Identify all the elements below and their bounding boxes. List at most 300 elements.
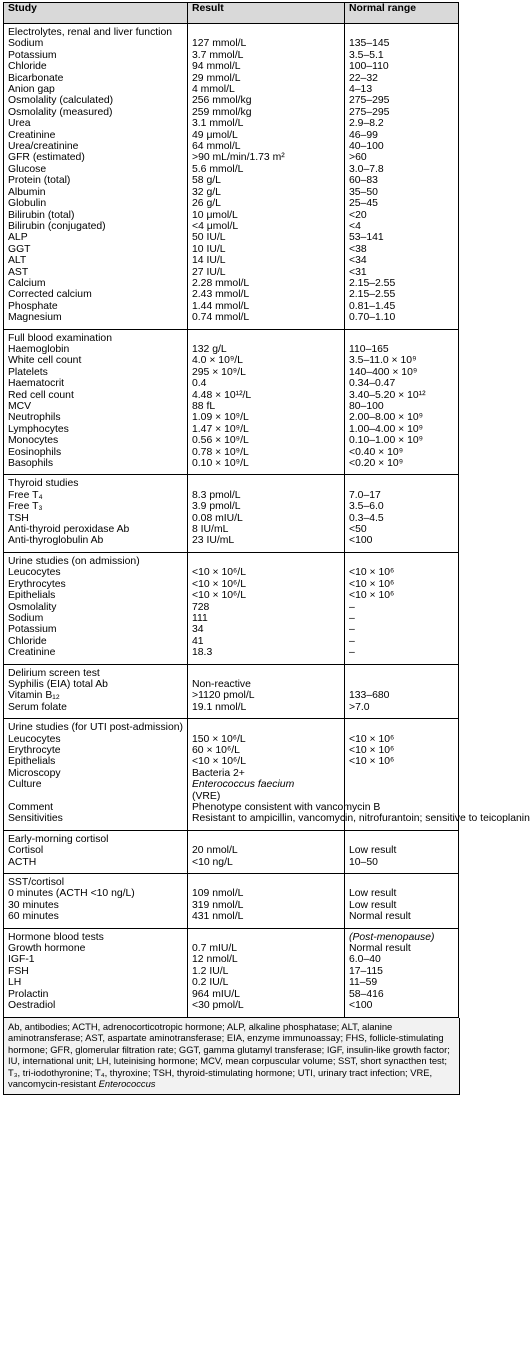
- test-result: 23 IU/mL: [188, 535, 345, 546]
- table-row: [4, 579, 459, 590]
- section-title: Thyroid studies: [4, 475, 188, 490]
- abbreviations-footnote: [3, 1018, 460, 1096]
- table-row: [4, 367, 459, 378]
- test-normal-range: 6.0–40: [345, 954, 459, 965]
- test-result: 259 mmol/kg: [188, 107, 345, 118]
- test-result: 295 × 10⁹/L: [188, 367, 345, 378]
- test-result: 8.3 pmol/L: [188, 490, 345, 501]
- table-row: [4, 289, 459, 300]
- test-normal-range: –: [345, 613, 459, 624]
- test-name: Leucocytes: [4, 567, 188, 578]
- table-row: [4, 490, 459, 501]
- test-name: Sodium: [4, 38, 188, 49]
- table-row: [4, 647, 459, 658]
- test-result: 964 mIU/L: [188, 989, 345, 1000]
- test-result: >90 mL/min/1.73 m²: [188, 152, 345, 163]
- table-row: [4, 911, 459, 922]
- table-row: [4, 524, 459, 535]
- test-result: 4.48 × 10¹²/L: [188, 390, 345, 401]
- test-result: 132 g/L: [188, 344, 345, 355]
- test-normal-range: –: [345, 647, 459, 658]
- test-normal-range: 46–99: [345, 130, 459, 141]
- test-normal-range: 275–295: [345, 95, 459, 106]
- section-heading-normal-cell: [345, 475, 459, 490]
- test-name: Osmolality (calculated): [4, 95, 188, 106]
- test-name: GFR (estimated): [4, 152, 188, 163]
- table-row: [4, 768, 459, 779]
- test-normal-range: <10 × 10⁶: [345, 745, 459, 756]
- test-result: 29 mmol/L: [188, 73, 345, 84]
- test-name: FSH: [4, 966, 188, 977]
- test-name: LH: [4, 977, 188, 988]
- test-normal-range: 22–32: [345, 73, 459, 84]
- test-name: Sodium: [4, 613, 188, 624]
- test-result: 1.09 × 10⁹/L: [188, 412, 345, 423]
- test-normal-range: 0.3–4.5: [345, 513, 459, 524]
- test-result: 60 × 10⁶/L: [188, 745, 345, 756]
- table-row: [4, 232, 459, 243]
- test-result: 5.6 mmol/L: [188, 164, 345, 175]
- test-name: Eosinophils: [4, 447, 188, 458]
- test-name: Syphilis (EIA) total Ab: [4, 679, 188, 690]
- test-normal-range: [345, 779, 459, 802]
- section-5: [4, 719, 530, 831]
- section-2: [4, 475, 459, 552]
- test-result: 0.4: [188, 378, 345, 389]
- table-row: [4, 602, 459, 613]
- section-title: Electrolytes, renal and liver function: [4, 24, 188, 39]
- section-heading-row: [4, 24, 459, 39]
- table-row: [4, 355, 459, 366]
- test-normal-range: 133–680: [345, 690, 459, 701]
- test-normal-range: 7.0–17: [345, 490, 459, 501]
- test-normal-range: 0.81–1.45: [345, 301, 459, 312]
- test-normal-range: 25–45: [345, 198, 459, 209]
- test-result: 256 mmol/kg: [188, 95, 345, 106]
- header-study: Study: [4, 3, 188, 24]
- table-row: [4, 95, 459, 106]
- test-normal-range: 1.00–4.00 × 10⁹: [345, 424, 459, 435]
- test-name: Haemoglobin: [4, 344, 188, 355]
- test-result: 18.3: [188, 647, 345, 658]
- section-3: [4, 552, 459, 664]
- test-name: Glucose: [4, 164, 188, 175]
- test-result: 319 nmol/L: [188, 900, 345, 911]
- section-heading-result-cell: [188, 719, 345, 734]
- test-name: TSH: [4, 513, 188, 524]
- test-name: IGF-1: [4, 954, 188, 965]
- test-normal-range: Normal result: [345, 943, 459, 954]
- test-result: 728: [188, 602, 345, 613]
- test-result: 4 mmol/L: [188, 84, 345, 95]
- table-row: [4, 118, 459, 129]
- test-normal-range: 4–13: [345, 84, 459, 95]
- table-row: [4, 73, 459, 84]
- section-heading-normal-cell: [345, 329, 459, 344]
- test-result: 88 fL: [188, 401, 345, 412]
- test-result: 111: [188, 613, 345, 624]
- table-row: [4, 152, 459, 163]
- section-title: Hormone blood tests: [4, 928, 188, 943]
- test-name: Chloride: [4, 636, 188, 647]
- test-normal-range: 0.10–1.00 × 10⁹: [345, 435, 459, 446]
- test-result: 3.1 mmol/L: [188, 118, 345, 129]
- test-result: <10 × 10⁶/L: [188, 579, 345, 590]
- table-row: [4, 954, 459, 965]
- section-title: SST/cortisol: [4, 874, 188, 889]
- test-name: Cortisol: [4, 845, 188, 856]
- section-heading-row: [4, 874, 459, 889]
- table-row: [4, 690, 459, 701]
- test-result: 0.56 × 10⁹/L: [188, 435, 345, 446]
- test-normal-range: 3.0–7.8: [345, 164, 459, 175]
- test-normal-range: 11–59: [345, 977, 459, 988]
- test-result: >1120 pmol/L: [188, 690, 345, 701]
- test-result: 4.0 × 10⁹/L: [188, 355, 345, 366]
- test-name: 30 minutes: [4, 900, 188, 911]
- section-title: Urine studies (for UTI post-admission): [4, 719, 188, 734]
- test-name: Erythrocytes: [4, 579, 188, 590]
- table-row: [4, 107, 459, 118]
- section-8: [4, 928, 459, 1017]
- test-normal-range: 17–115: [345, 966, 459, 977]
- test-name: Albumin: [4, 187, 188, 198]
- test-name: ALT: [4, 255, 188, 266]
- spacer-cell: [4, 1012, 188, 1018]
- test-name: Microscopy: [4, 768, 188, 779]
- section-heading-normal-cell: [345, 24, 459, 39]
- test-name: Epithelials: [4, 590, 188, 601]
- test-normal-range: 3.5–6.0: [345, 501, 459, 512]
- section-heading-normal-cell: (Post-menopause): [345, 928, 459, 943]
- test-result: 26 g/L: [188, 198, 345, 209]
- table-row: [4, 613, 459, 624]
- test-normal-range: 3.5–11.0 × 10⁹: [345, 355, 459, 366]
- table-header-row: [4, 3, 459, 24]
- table-row: [4, 802, 459, 813]
- section-7: [4, 874, 459, 929]
- test-name: Globulin: [4, 198, 188, 209]
- test-normal-range: 10–50: [345, 857, 459, 868]
- table-row: [4, 977, 459, 988]
- section-heading-result-cell: [188, 475, 345, 490]
- test-result: 41: [188, 636, 345, 647]
- section-6: [4, 830, 459, 873]
- test-name: Free T₃: [4, 501, 188, 512]
- test-result: 64 mmol/L: [188, 141, 345, 152]
- test-result: 0.7 mIU/L: [188, 943, 345, 954]
- table-row: [4, 624, 459, 635]
- test-normal-range: >7.0: [345, 702, 459, 713]
- test-result: <10 × 10⁶/L: [188, 567, 345, 578]
- test-name: Anti-thyroglobulin Ab: [4, 535, 188, 546]
- test-name: ALP: [4, 232, 188, 243]
- table-row: [4, 857, 459, 868]
- test-normal-range: –: [345, 624, 459, 635]
- test-result: 27 IU/L: [188, 267, 345, 278]
- table-row: [4, 278, 459, 289]
- test-name: Platelets: [4, 367, 188, 378]
- test-result: 94 mmol/L: [188, 61, 345, 72]
- test-result: 12 nmol/L: [188, 954, 345, 965]
- test-name: Anti-thyroid peroxidase Ab: [4, 524, 188, 535]
- table-row: [4, 187, 459, 198]
- test-name: Chloride: [4, 61, 188, 72]
- test-name: Erythrocyte: [4, 745, 188, 756]
- test-result: 1.44 mmol/L: [188, 301, 345, 312]
- test-result: 3.9 pmol/L: [188, 501, 345, 512]
- test-name: 60 minutes: [4, 911, 188, 922]
- test-result: <10 ng/L: [188, 857, 345, 868]
- section-spacer: [4, 1012, 459, 1018]
- table-row: [4, 888, 459, 899]
- table-row: [4, 989, 459, 1000]
- test-result: Phenotype consistent with vancomycin B: [188, 802, 345, 813]
- test-result: 0.2 IU/L: [188, 977, 345, 988]
- test-result: 109 nmol/L: [188, 888, 345, 899]
- footnote-text: Ab, antibodies; ACTH, adrenocorticotropic hormone; ALP, alkaline phosphatase; ALT, alanine aminotransferase; AST, aspartate aminotransferase; EIA, enzyme immunoassay; FHS, follicle-stimulating hormone; GFR, glomerular filtration rate; GGT, gamma glutamyl transferase; IGF, insulin-like growth factor; IU, international unit; LH, luteinising hormone; MCV, mean corpuscular volume; SST, short synacthen test; T₃, tri-iodothyronine; T₄, thyroxine; TSH, thyroid-stimulating hormone; UTI, urinary tract infection; VRE, vancomycin-resistant: [8, 1020, 450, 1090]
- table-row: [4, 210, 459, 221]
- section-heading-row: [4, 475, 459, 490]
- test-name: Growth hormone: [4, 943, 188, 954]
- test-result: 58 g/L: [188, 175, 345, 186]
- test-name: GGT: [4, 244, 188, 255]
- table-row: [4, 513, 459, 524]
- table-row: [4, 164, 459, 175]
- table-row: [4, 244, 459, 255]
- test-normal-range: 135–145: [345, 38, 459, 49]
- section-heading-result-cell: [188, 830, 345, 845]
- test-name: Epithelials: [4, 756, 188, 767]
- test-name: Culture: [4, 779, 188, 802]
- test-result: 0.10 × 10⁹/L: [188, 458, 345, 469]
- test-result: 32 g/L: [188, 187, 345, 198]
- test-normal-range: 3.40–5.20 × 10¹²: [345, 390, 459, 401]
- table-row: [4, 390, 459, 401]
- test-name: Leucocytes: [4, 734, 188, 745]
- test-name: Protein (total): [4, 175, 188, 186]
- header-normal-range: Normal range: [345, 3, 459, 24]
- test-name: Neutrophils: [4, 412, 188, 423]
- test-normal-range: <10 × 10⁶: [345, 756, 459, 767]
- table-row: [4, 845, 459, 856]
- test-name: Osmolality: [4, 602, 188, 613]
- test-name: Creatinine: [4, 130, 188, 141]
- test-result: 50 IU/L: [188, 232, 345, 243]
- section-title: Full blood examination: [4, 329, 188, 344]
- table-row: [4, 198, 459, 209]
- test-normal-range: <10 × 10⁶: [345, 567, 459, 578]
- table-row: [4, 501, 459, 512]
- test-name: Comment: [4, 802, 188, 813]
- table-row: [4, 590, 459, 601]
- test-normal-range: 35–50: [345, 187, 459, 198]
- table-row: [4, 636, 459, 647]
- test-result: <10 × 10⁶/L: [188, 756, 345, 767]
- footnote-italic-tail: Enterococcus: [98, 1078, 156, 1090]
- table-row: [4, 84, 459, 95]
- section-heading-normal-cell: [345, 664, 459, 679]
- test-name: Osmolality (measured): [4, 107, 188, 118]
- test-result: Resistant to ampicillin, vancomycin, nitrofurantoin; sensitive to teicoplanin: [188, 813, 345, 824]
- test-normal-range: 60–83: [345, 175, 459, 186]
- test-name: Urea: [4, 118, 188, 129]
- test-result: 1.2 IU/L: [188, 966, 345, 977]
- table-row: [4, 1000, 459, 1011]
- test-name: Monocytes: [4, 435, 188, 446]
- table-row: [4, 378, 459, 389]
- test-normal-range: 3.5–5.1: [345, 50, 459, 61]
- test-normal-range: 100–110: [345, 61, 459, 72]
- table-row: [4, 141, 459, 152]
- section-heading-result-cell: [188, 552, 345, 567]
- spacer-cell: [188, 1012, 345, 1018]
- culture-organism: Enterococcus faecium: [192, 779, 295, 791]
- test-name: Free T₄: [4, 490, 188, 501]
- test-result: 1.47 × 10⁹/L: [188, 424, 345, 435]
- test-name: Lymphocytes: [4, 424, 188, 435]
- test-name: Phosphate: [4, 301, 188, 312]
- test-normal-range: Low result: [345, 900, 459, 911]
- section-heading-row: [4, 719, 459, 734]
- test-normal-range: 0.34–0.47: [345, 378, 459, 389]
- test-result: 3.7 mmol/L: [188, 50, 345, 61]
- table-row: [4, 401, 459, 412]
- test-name: Serum folate: [4, 702, 188, 713]
- spacer-cell: [345, 1012, 459, 1018]
- test-name: Potassium: [4, 50, 188, 61]
- test-result: Non-reactive: [188, 679, 345, 690]
- test-normal-range: –: [345, 602, 459, 613]
- table-row: [4, 745, 459, 756]
- section-0: [4, 24, 459, 330]
- table-row: [4, 50, 459, 61]
- test-normal-range: <10 × 10⁶: [345, 734, 459, 745]
- table-row: [4, 734, 459, 745]
- test-normal-range: 0.70–1.10: [345, 312, 459, 323]
- test-result: <4 μmol/L: [188, 221, 345, 232]
- test-name: Bilirubin (conjugated): [4, 221, 188, 232]
- test-normal-range: <10 × 10⁶: [345, 590, 459, 601]
- culture-note: (VRE): [192, 790, 221, 802]
- table-row: [4, 447, 459, 458]
- section-heading-row: [4, 552, 459, 567]
- table-row: [4, 535, 459, 546]
- test-name: Prolactin: [4, 989, 188, 1000]
- test-normal-range: 2.15–2.55: [345, 278, 459, 289]
- section-1: [4, 329, 459, 475]
- test-result: 0.08 mIU/L: [188, 513, 345, 524]
- section-heading-result-cell: [188, 24, 345, 39]
- test-normal-range: Low result: [345, 845, 459, 856]
- table-row: [4, 312, 459, 323]
- test-name: Bilirubin (total): [4, 210, 188, 221]
- test-result: 150 × 10⁶/L: [188, 734, 345, 745]
- section-heading-normal-cell: [345, 830, 459, 845]
- test-result: 127 mmol/L: [188, 38, 345, 49]
- test-result: [188, 779, 345, 802]
- test-name: AST: [4, 267, 188, 278]
- test-normal-range: Normal result: [345, 911, 459, 922]
- test-normal-range: <20: [345, 210, 459, 221]
- test-normal-range: 275–295: [345, 107, 459, 118]
- test-normal-range: –: [345, 636, 459, 647]
- section-title: Urine studies (on admission): [4, 552, 188, 567]
- test-result: 10 μmol/L: [188, 210, 345, 221]
- table-row: [4, 130, 459, 141]
- test-name: 0 minutes (ACTH <10 ng/L): [4, 888, 188, 899]
- table-row: [4, 813, 459, 824]
- test-name: Calcium: [4, 278, 188, 289]
- test-result: 49 μmol/L: [188, 130, 345, 141]
- test-result: Bacteria 2+: [188, 768, 345, 779]
- lab-results-document: [3, 2, 530, 1095]
- test-name: Sensitivities: [4, 813, 188, 824]
- test-normal-range: <34: [345, 255, 459, 266]
- table-row: [4, 175, 459, 186]
- test-normal-range: <4: [345, 221, 459, 232]
- test-name: Urea/creatinine: [4, 141, 188, 152]
- test-normal-range: 53–141: [345, 232, 459, 243]
- table-row: [4, 221, 459, 232]
- test-result: 19.1 nmol/L: [188, 702, 345, 713]
- section-heading-row: [4, 329, 459, 344]
- test-normal-range: 2.15–2.55: [345, 289, 459, 300]
- table-row: [4, 966, 459, 977]
- table-row: [4, 458, 459, 469]
- test-result: 0.74 mmol/L: [188, 312, 345, 323]
- section-title: Early-morning cortisol: [4, 830, 188, 845]
- section-heading-result-cell: [188, 928, 345, 943]
- test-normal-range: Low result: [345, 888, 459, 899]
- test-name: MCV: [4, 401, 188, 412]
- test-result: 431 nmol/L: [188, 911, 345, 922]
- table-row: [4, 255, 459, 266]
- test-normal-range: <10 × 10⁶: [345, 579, 459, 590]
- test-normal-range: <50: [345, 524, 459, 535]
- table-row: [4, 702, 459, 713]
- table-row: [4, 38, 459, 49]
- table-row: [4, 344, 459, 355]
- section-heading-row: [4, 928, 459, 943]
- table-row: [4, 301, 459, 312]
- test-normal-range: <0.20 × 10⁹: [345, 458, 459, 469]
- test-result: 10 IU/L: [188, 244, 345, 255]
- table-row: [4, 679, 459, 690]
- test-name: Anion gap: [4, 84, 188, 95]
- test-result: <10 × 10⁶/L: [188, 590, 345, 601]
- section-heading-row: [4, 830, 459, 845]
- lab-results-table: [3, 2, 530, 1018]
- test-normal-range: 80–100: [345, 401, 459, 412]
- test-normal-range: <100: [345, 535, 459, 546]
- section-heading-normal-cell: [345, 719, 459, 734]
- table-row: [4, 435, 459, 446]
- section-heading-normal-cell: [345, 874, 459, 889]
- test-name: Haematocrit: [4, 378, 188, 389]
- test-result: <30 pmol/L: [188, 1000, 345, 1011]
- test-normal-range: [345, 768, 459, 779]
- test-normal-range: 40–100: [345, 141, 459, 152]
- test-name: Potassium: [4, 624, 188, 635]
- test-normal-range: 110–165: [345, 344, 459, 355]
- header-result: Result: [188, 3, 345, 24]
- section-heading-result-cell: [188, 874, 345, 889]
- section-heading-result-cell: [188, 329, 345, 344]
- test-result: 2.43 mmol/L: [188, 289, 345, 300]
- table-row: [4, 267, 459, 278]
- test-normal-range: 2.9–8.2: [345, 118, 459, 129]
